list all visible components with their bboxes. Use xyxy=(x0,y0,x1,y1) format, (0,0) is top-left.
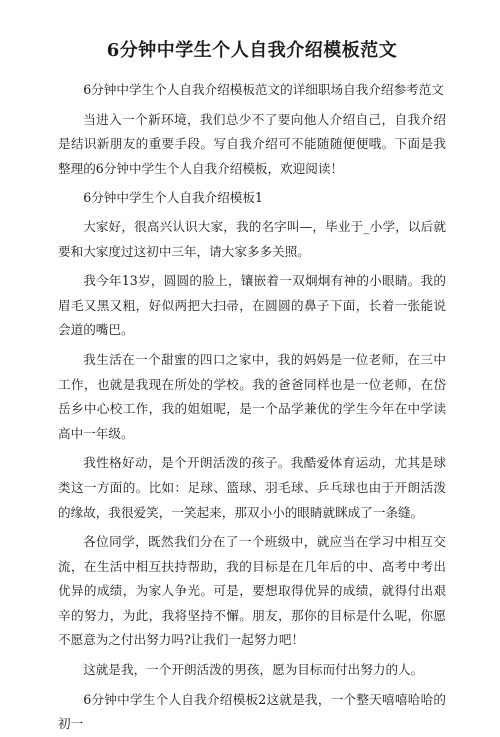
section-heading-template-1: 6分钟中学生个人自我介绍模板1 xyxy=(83,190,263,206)
paragraph-personality: 我性格好动，是个开朗活泼的孩子。我酷爱体育运动，尤其是球类这一方面的。比如：足球、篮球、羽毛球、乒乓球也由于开朗活泼的缘故，我很爱笑，一笑起来，那双小小的眼睛就眯成了一条缝。 xyxy=(58,455,446,520)
paragraph-intro-line: 6分钟中学生个人自我介绍模板范文的详细职场自我介绍参考范文 xyxy=(83,82,444,97)
paragraph-family: 我生活在一个甜蜜的四口之家中，我的妈妈是一位老师，在三中工作，也就是我现在所处的学校。我的爸爸同样也是一位老师，在岱岳乡中心校工作，我的姐姐呢，是一个品学兼优的学生今年在中学读高中一年级。 xyxy=(58,351,446,441)
paragraph-goals: 各位同学，既然我们分在了一个班级中，就应当在学习中相互交流，在生活中相互扶持帮助，我的目标是在几年后的中、高考中考出优异的成绩，为家人争光。可是，要想取得优异的成绩，就得付出艰辛的努力，为此，我将坚持不懈。朋友，那你的目标是什么呢，你愿不愿意为之付出努力吗?让我们一起努力吧！ xyxy=(58,534,446,648)
paragraph-template-2-start: 6分钟中学生个人自我介绍模板2这就是我，一个整天嘻嘻哈哈的初一 xyxy=(58,691,446,732)
document-title: 6分钟中学生个人自我介绍模板范文 xyxy=(106,40,398,61)
paragraph-preface: 当进入一个新环境，我们总少不了要向他人介绍自己，自我介绍是结识新朋友的重要手段。写自我介绍可不能随随便便哦。下面是我整理的6分钟中学生个人自我介绍模板，欢迎阅读！ xyxy=(58,111,446,176)
paragraph-summary: 这就是我，一个开朗活泼的男孩，愿为目标而付出努力的人。 xyxy=(83,662,424,678)
paragraph-greeting: 大家好，很高兴认识大家，我的名字叫—，毕业于_小学，以后就要和大家度过这初中三年，请大家多多关照。 xyxy=(58,218,446,259)
paragraph-appearance: 我今年13岁，圆圆的脸上，镶嵌着一双炯炯有神的小眼睛。我的眉毛又黑又粗，好似两把大扫帚，在圆圆的鼻子下面，长着一张能说会道的嘴巴。 xyxy=(58,273,446,338)
